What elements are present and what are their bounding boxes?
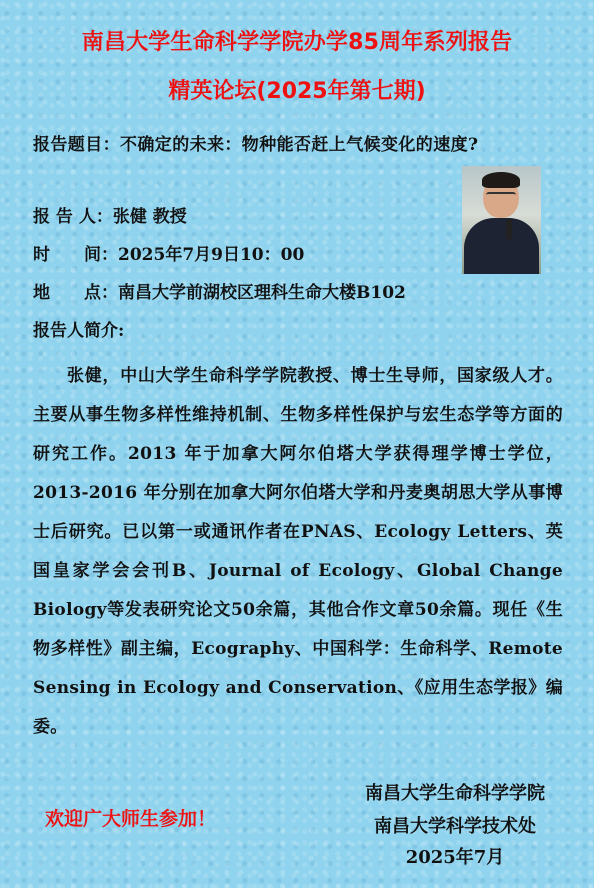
speaker-bio: 张健，中山大学生命科学学院教授、博士生导师，国家级人才。主要从事生物多样性维持机制、生物多样性保护与宏生态学等方面的研究工作。2013 年于加拿大阿尔伯塔大学获得理学博士学位，2013-2016 年分别在加拿大阿尔伯塔大学和丹麦奥胡思大学从事博士后研究。已以第一或通讯作者在PNAS、Ecology Letters、英国皇家学会会刊B、Journal of Ecology、Global Change Biology等发表研究论文50余篇，其他合作文章50余篇。现任《生物多样性》副主编，Ecography、中国科学：生命科学、Remote Sensing in Ecology and Conservation、《应用生态学报》编委。	[33, 366, 563, 737]
topic-line	[33, 128, 563, 162]
place-value: 南昌大学前湖校区理科生命大楼B102	[118, 283, 406, 303]
topic-label: 报告题目：	[33, 135, 120, 155]
time-line	[33, 243, 304, 267]
organizer-1: 南昌大学生命科学学院	[365, 783, 545, 804]
place-line	[33, 281, 406, 305]
organizer-2: 南昌大学科学技术处	[374, 816, 536, 837]
poster-title-line1: 南昌大学生命科学学院办学85周年系列报告	[81, 30, 513, 55]
intro-label: 报告人简介:	[33, 321, 125, 341]
topic-value: 不确定的未来：物种能否赶上气候变化的速度?	[120, 135, 479, 155]
poster-date: 2025年7月	[405, 847, 505, 868]
speaker-line	[33, 205, 187, 229]
time-value: 2025年7月9日10：00	[118, 245, 305, 265]
poster-title-line2: 精英论坛(2025年第七期)	[168, 79, 426, 104]
welcome-text: 欢迎广大师生参加！	[45, 808, 217, 830]
speaker-photo	[462, 166, 541, 274]
place-label: 地 点：	[33, 283, 118, 303]
speaker-label: 报 告 人：	[33, 207, 113, 227]
speaker-value: 张健 教授	[112, 207, 187, 227]
time-label: 时 间：	[33, 245, 118, 265]
